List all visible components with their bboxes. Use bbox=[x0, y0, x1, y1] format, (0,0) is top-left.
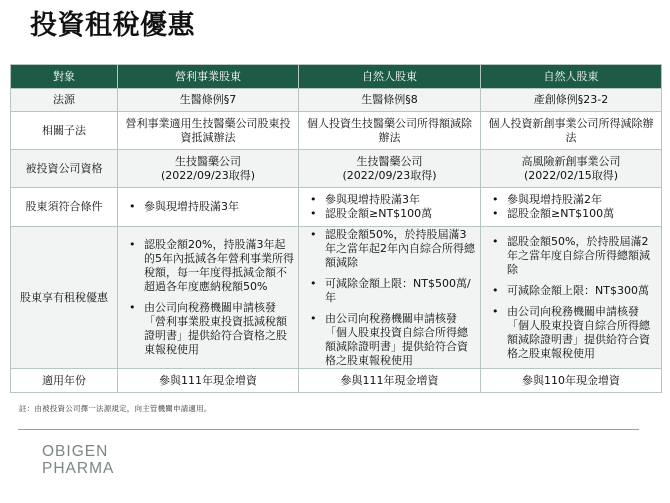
header-row bbox=[11, 65, 662, 89]
header-corporate-shareholder: 營利事業股東 bbox=[118, 65, 299, 89]
list-item: • 認股金額50%，於持股屆滿3年之當年起2年內自綜合所得總額減除 bbox=[303, 228, 476, 270]
table-row-law bbox=[11, 89, 662, 112]
list-item: • 認股金額≥NT$100萬 bbox=[485, 207, 657, 221]
table-row-sub-law bbox=[11, 112, 662, 150]
list-item: • 由公司向稅務機關申請核發「營利事業股東投資抵減稅額證明書」提供給符合資格之股東報稅使用 bbox=[122, 301, 294, 357]
cell-year-individual-1: 參與111年現金增資 bbox=[299, 369, 481, 393]
list-item: • 參與現增持股滿3年 bbox=[122, 200, 294, 214]
cell-sub-law-corporate: 營利事業適用生技醫藥公司股東投資抵減辦法 bbox=[118, 112, 299, 150]
cell-law-corporate: 生醫條例§7 bbox=[118, 89, 299, 112]
cell-company-qualification-individual-2 bbox=[481, 150, 662, 188]
header-individual-shareholder-2: 自然人股東 bbox=[481, 65, 662, 89]
cell-conditions-individual-1 bbox=[299, 188, 481, 227]
list-item: • 由公司向稅務機關申請核發「個人股東投資自綜合所得總額減除證明書」提供給符合資格之股東報稅使用 bbox=[485, 305, 657, 361]
cell-benefits-corporate bbox=[118, 227, 299, 369]
logo-line-2: PHARMA bbox=[42, 460, 115, 477]
row-label-law: 法源 bbox=[11, 89, 118, 112]
table-row-shareholder-conditions bbox=[11, 188, 662, 227]
cell-benefits-individual-2 bbox=[481, 227, 662, 369]
page-title: 投資租稅優惠 bbox=[30, 10, 195, 41]
cell-law-individual-2: 產創條例§23-2 bbox=[481, 89, 662, 112]
list-item: • 參與現增持股滿2年 bbox=[485, 193, 657, 207]
cell-sub-law-individual-1: 個人投資生技醫藥公司所得額減除辦法 bbox=[299, 112, 481, 150]
cell-company-qualification-individual-1 bbox=[299, 150, 481, 188]
acquired-date: (2022/09/23取得) bbox=[161, 168, 255, 182]
cell-conditions-corporate bbox=[118, 188, 299, 227]
list-item: • 參與現增持股滿3年 bbox=[303, 193, 476, 207]
company-type: 高風險新創事業公司 bbox=[521, 154, 621, 168]
row-label-sub-law: 相關子法 bbox=[11, 112, 118, 150]
header-target: 對象 bbox=[11, 65, 118, 89]
cell-company-qualification-corporate bbox=[118, 150, 299, 188]
cell-year-individual-2: 參與110年現金增資 bbox=[481, 369, 662, 393]
table-row-applicable-year bbox=[11, 369, 662, 393]
row-label-applicable-year: 適用年份 bbox=[11, 369, 118, 393]
list-item: • 認股金額≥NT$100萬 bbox=[303, 207, 476, 221]
company-type: 生技醫藥公司 bbox=[175, 154, 241, 168]
list-item: • 可減除金額上限：NT$500萬/年 bbox=[303, 277, 476, 305]
table-row-tax-benefits bbox=[11, 227, 662, 369]
acquired-date: (2022/02/15取得) bbox=[524, 168, 618, 182]
cell-year-corporate: 參與111年現金增資 bbox=[118, 369, 299, 393]
acquired-date: (2022/09/23取得) bbox=[342, 168, 437, 182]
table-row-company-qualification bbox=[11, 150, 662, 188]
cell-sub-law-individual-2: 個人投資新創事業公司所得減除辦法 bbox=[481, 112, 662, 150]
divider bbox=[18, 429, 639, 430]
company-type: 生技醫藥公司 bbox=[356, 154, 423, 168]
cell-benefits-individual-1 bbox=[299, 227, 481, 369]
row-label-shareholder-conditions: 股東須符合條件 bbox=[11, 188, 118, 227]
row-label-company-qualification: 被投資公司資格 bbox=[11, 150, 118, 188]
tax-benefit-table bbox=[10, 64, 662, 393]
logo-line-1: OBIGEN bbox=[42, 443, 109, 460]
list-item: • 認股金額50%，於持股屆滿2年之當年度自綜合所得總額減除 bbox=[485, 235, 657, 277]
header-individual-shareholder-1: 自然人股東 bbox=[299, 65, 481, 89]
list-item: • 由公司向稅務機關申請核發「個人股東投資自綜合所得總額減除證明書」提供給符合資格之股東報稅使用 bbox=[303, 312, 476, 368]
tax-benefit-table-wrapper bbox=[10, 64, 661, 393]
company-logo bbox=[42, 443, 114, 477]
cell-law-individual-1: 生醫條例§8 bbox=[299, 89, 481, 112]
list-item: • 認股金額20%，持股滿3年起的5年內抵減各年營利事業所得稅額，每一年度得抵減金額不超過各年度應納稅額50% bbox=[122, 238, 294, 294]
list-item: • 可減除金額上限：NT$300萬 bbox=[485, 284, 657, 298]
footnote: 註：由被投資公司擇一法源規定，向主管機關申請適用。 bbox=[19, 404, 212, 413]
row-label-tax-benefits: 股東享有租稅優惠 bbox=[11, 227, 118, 369]
cell-conditions-individual-2 bbox=[481, 188, 662, 227]
